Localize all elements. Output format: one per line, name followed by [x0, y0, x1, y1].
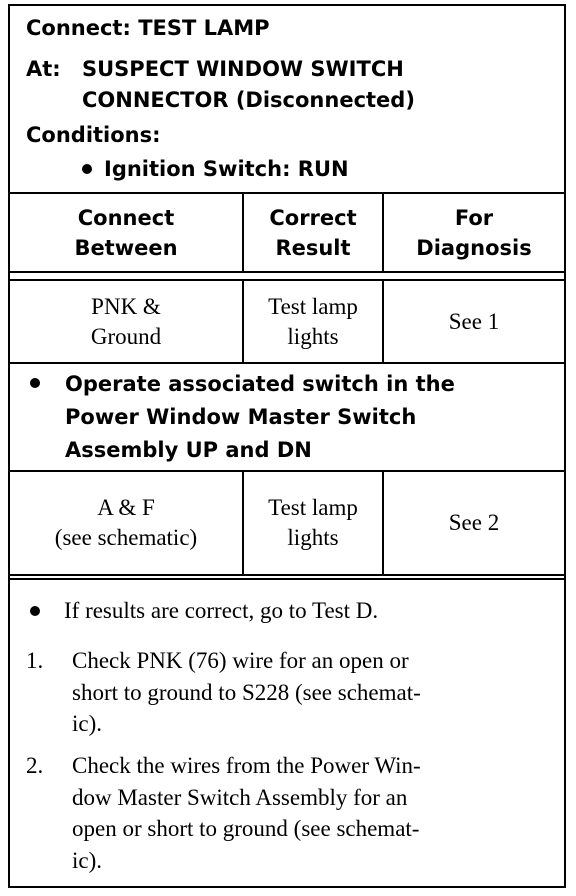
correct-result-cell: Test lamp lights [268, 495, 358, 550]
connect-value: TEST LAMP [138, 16, 270, 40]
at-value-line1: SUSPECT WINDOW SWITCH [82, 57, 404, 81]
instruction-line: Power Window Master Switch [65, 405, 417, 429]
note-number: 1. [26, 648, 44, 673]
condition-item [82, 157, 349, 181]
instruction-line: Assembly UP and DN [65, 438, 312, 462]
bullet-icon [30, 378, 40, 388]
note-2: Check the wires from the Power Win- dow Master Switch Assembly for an open or short to ground (see schemat- ic). [72, 753, 421, 873]
conditions-label: Conditions: [26, 123, 161, 147]
test-procedure-card [8, 4, 566, 888]
at-label: At: [26, 57, 61, 81]
at-value-line2: CONNECTOR (Disconnected) [82, 88, 415, 112]
note-1: Check PNK (76) wire for an open or short to ground to S228 (see schemat- ic). [72, 648, 421, 736]
test-header [10, 6, 564, 194]
bullet-icon [82, 164, 92, 174]
connect-between-cell: PNK & Ground [90, 293, 162, 349]
notes-block [10, 580, 564, 886]
instruction-line: Operate associated switch in the [65, 372, 455, 396]
table-header-row [10, 194, 564, 271]
col-connect-between-header: Connect Between [74, 205, 178, 260]
bullet-icon [30, 606, 40, 616]
note-bullet-text: If results are correct, go to Test D. [64, 598, 379, 623]
instruction-block [10, 364, 564, 470]
diagnosis-cell: See 1 [448, 308, 500, 334]
connect-between-cell: A & F (see schematic) [54, 495, 198, 550]
col-for-diagnosis-header: For Diagnosis [416, 205, 532, 260]
table-row [10, 472, 564, 574]
diagnosis-cell: See 2 [448, 510, 500, 535]
col-correct-result-header: Correct Result [269, 205, 357, 260]
note-number: 2. [26, 753, 44, 778]
correct-result-cell: Test lamp lights [268, 293, 358, 349]
connect-label: Connect: [26, 16, 131, 40]
table-row [10, 281, 564, 362]
condition-text: Ignition Switch: RUN [104, 157, 349, 181]
connect-line [26, 16, 270, 40]
